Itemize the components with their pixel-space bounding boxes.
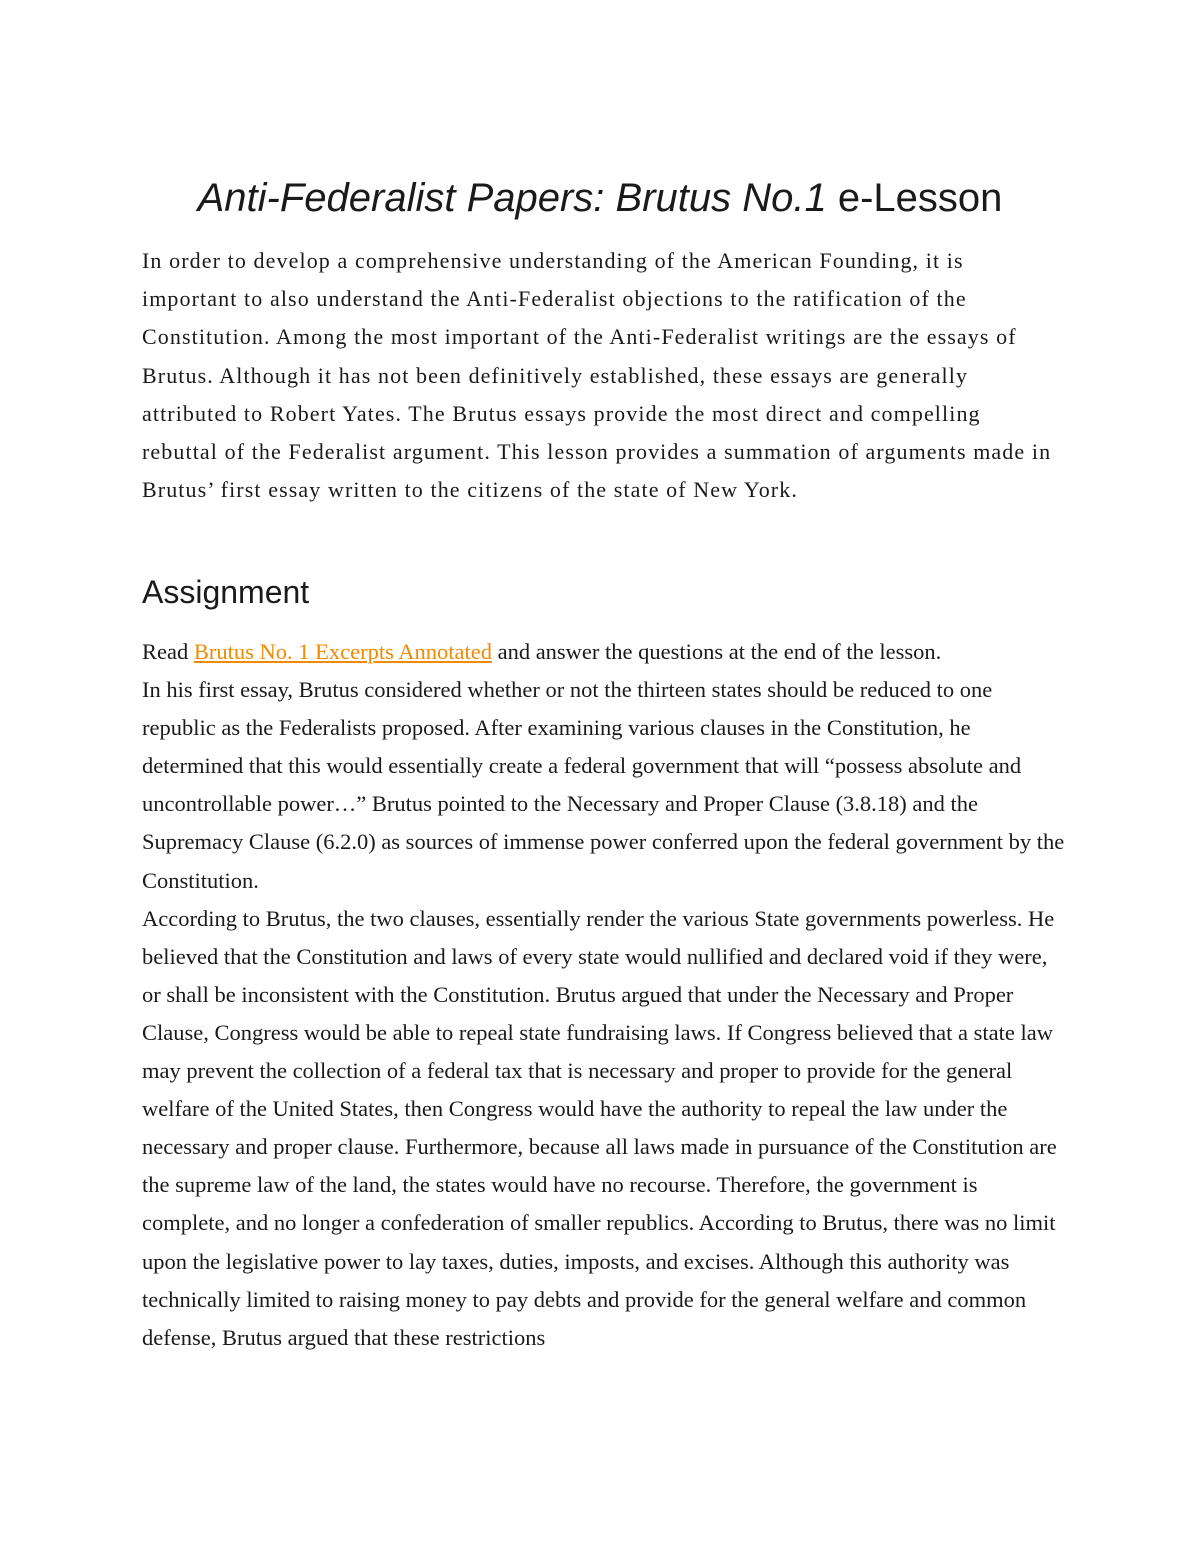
- assignment-body: [142, 633, 1067, 1357]
- intro-paragraph: In order to develop a comprehensive understanding of the American Founding, it is important to also understand the Anti-Federalist objections to the ratification of the Constitution. Among the most important of the Anti-Federalist writings are the essays of Brutus. Although it has not been definitively established, these essays are generally attributed to Robert Yates. The Brutus essays provide the most direct and compelling rebuttal of the Federalist argument. This lesson provides a summation of arguments made in Brutus’ first essay written to the citizens of the state of New York.: [142, 248, 1052, 503]
- assignment-prefix: Read: [142, 639, 194, 664]
- body-paragraph-2: According to Brutus, the two clauses, essentially render the various State governments powerless. He believed that the Constitution and laws of every state would nullified and declared void if they were, or shall be inconsistent with the Constitution. Brutus argued that under the Necessary and Proper Clause, Congress would be able to repeal state fundraising laws. If Congress believed that a state law may prevent the collection of a federal tax that is necessary and proper to provide for the general welfare of the United States, then Congress would have the authority to repeal the law under the necessary and proper clause. Furthermore, because all laws made in pursuance of the Constitution are the supreme law of the land, the states would have no recourse. Therefore, the government is complete, and no longer a confederation of smaller republics. According to Brutus, there was no limit upon the legislative power to lay taxes, duties, imposts, and excises. Although this authority was technically limited to raising money to pay debts and provide for the general welfare and common defense, Brutus argued that these restrictions: [142, 905, 1057, 1350]
- page-title: [0, 172, 1200, 224]
- brutus-excerpts-link[interactable]: Brutus No. 1 Excerpts Annotated: [193, 639, 492, 664]
- body-paragraph-1: In his first essay, Brutus considered whether or not the thirteen states should be reduced to one republic as the Federalists proposed. After examining various clauses in the Constitution, he determined that this would essentially create a federal government that will “possess absolute and uncontrollable power…” Brutus pointed to the Necessary and Proper Clause (3.8.18) and the Supremacy Clause (6.2.0) as sources of immense power conferred upon the federal government by the Constitution.: [142, 677, 1065, 893]
- page-title-italic: Anti-Federalist Papers: Brutus No.1: [197, 176, 827, 220]
- page-title-suffix: e-Lesson: [826, 176, 1003, 220]
- assignment-suffix: and answer the questions at the end of the lesson.: [491, 639, 942, 664]
- assignment-heading: Assignment: [142, 574, 310, 610]
- assignment-instruction: [142, 633, 1067, 671]
